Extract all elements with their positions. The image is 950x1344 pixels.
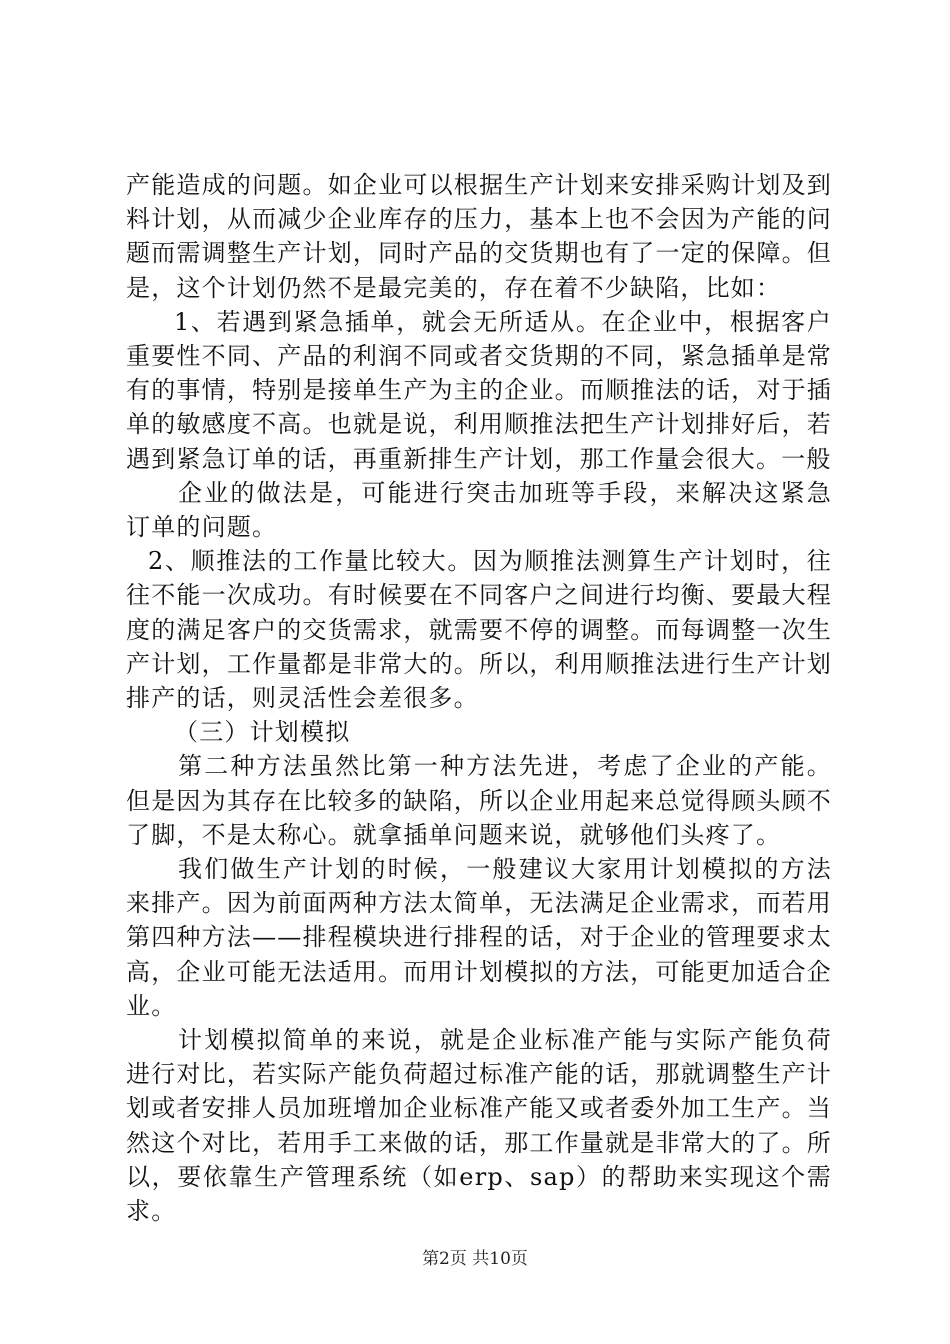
paragraph-point-1-cont: 企业的做法是，可能进行突击加班等手段，来解决这紧急订单的问题。 [126, 478, 832, 542]
paragraph-body: 计划模拟简单的来说，就是企业标准产能与实际产能负荷进行对比，若实际产能负荷超过标准产能的话，那就调整生产计划或者安排人员加班增加企业标准产能又或者委外加工生产。当然这个对比，若用手工来做的话，那工作量就是非常大的了。所以，要依靠生产管理系统（如erp、sap）的帮助来实现这个需求。 [126, 1026, 832, 1226]
paragraph-continuation: 产能造成的问题。如企业可以根据生产计划来安排采购计划及到料计划，从而减少企业库存的压力，基本上也不会因为产能的问题而需调整生产计划，同时产品的交货期也有了一定的保障。但是，这个计划仍然不是最完美的，存在着不少缺陷，比如： [126, 171, 832, 302]
paragraph-body: 第二种方法虽然比第一种方法先进，考虑了企业的产能。但是因为其存在比较多的缺陷，所以企业用起来总觉得顾头顾不了脚，不是太称心。就拿插单问题来说，就够他们头疼了。 [126, 752, 832, 849]
paragraph-point-2: 2、顺推法的工作量比较大。因为顺推法测算生产计划时，往往不能一次成功。有时候要在不同客户之间进行均衡、要最大程度的满足客户的交货需求，就需要不停的调整。而每调整一次生产计划，工作量都是非常大的。所以，利用顺推法进行生产计划排产的话，则灵活性会差很多。 [126, 547, 832, 713]
document-body [126, 168, 832, 1228]
paragraph-body: 我们做生产计划的时候，一般建议大家用计划模拟的方法来排产。因为前面两种方法太简单，无法满足企业需求，而若用第四种方法——排程模块进行排程的话，对于企业的管理要求太高，企业可能无法适用。而用计划模拟的方法，可能更加适合企业。 [126, 855, 832, 1020]
paragraph-point-1: 1、若遇到紧急插单，就会无所适从。在企业中，根据客户重要性不同、产品的利润不同或者交货期的不同，紧急插单是常有的事情，特别是接单生产为主的企业。而顺推法的话，对于插单的敏感度不高。也就是说，利用顺推法把生产计划排好后，若遇到紧急订单的话，再重新排生产计划，那工作量会很大。一般 [126, 307, 832, 473]
page-number-footer: 第2页 共10页 [422, 1249, 528, 1269]
section-heading: （三）计划模拟 [174, 718, 351, 747]
